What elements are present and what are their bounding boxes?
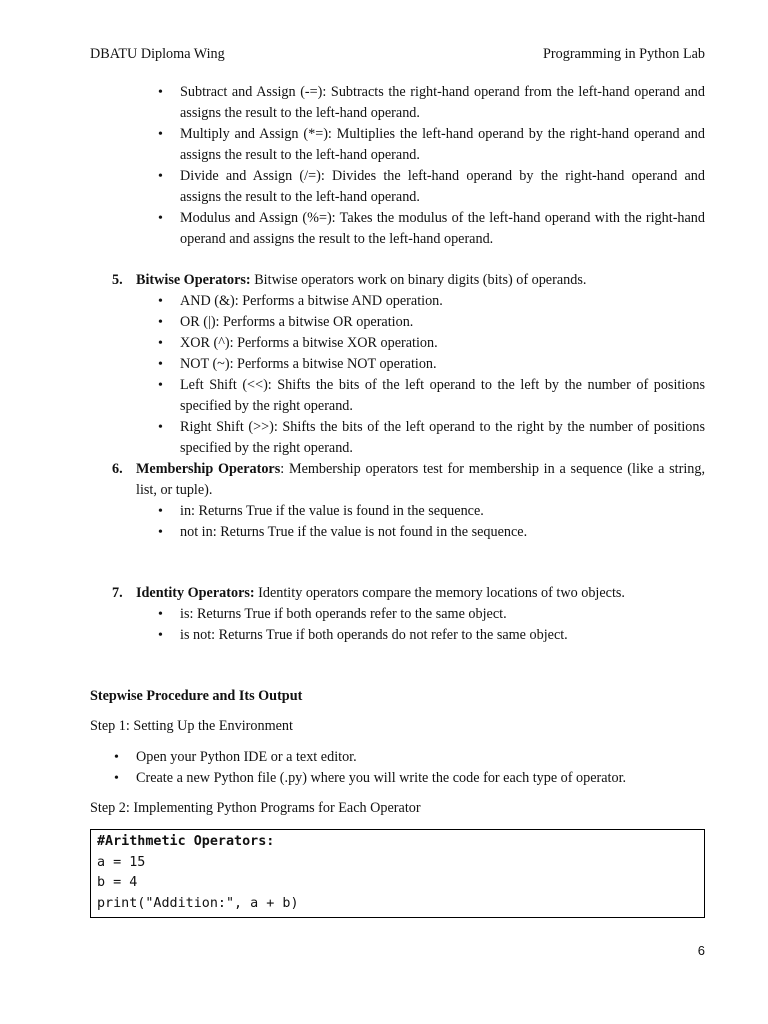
list-item: • Right Shift (>>): Shifts the bits of the left operand to the right by the number of positions specified by the right operand. — [180, 417, 705, 459]
section-title: Membership Operators — [136, 461, 281, 477]
section-membership — [90, 459, 705, 501]
bitwise-operator-list — [90, 291, 705, 459]
code-line: b = 4 — [97, 875, 138, 890]
list-item: • Subtract and Assign (-=): Subtracts the right-hand operand from the left-hand operand and assigns the result to the left-hand operand. — [180, 82, 705, 124]
page-content — [90, 82, 705, 918]
code-block — [90, 829, 705, 918]
list-item: • XOR (^): Performs a bitwise XOR operation. — [180, 333, 705, 354]
assign-operator-list — [90, 82, 705, 250]
section-number: 7. — [112, 585, 123, 601]
step1-list — [90, 747, 705, 789]
list-item: • Create a new Python file (.py) where you will write the code for each type of operator. — [136, 768, 705, 789]
section-text: : Membership operators test for membership in a sequence (like a string, list, or tuple). — [136, 461, 705, 498]
section-number: 5. — [112, 272, 123, 288]
list-item: • is: Returns True if both operands refer to the same object. — [180, 604, 705, 625]
section-text: Bitwise operators work on binary digits (bits) of operands. — [250, 272, 587, 288]
list-item: • OR (|): Performs a bitwise OR operation. — [180, 312, 705, 333]
page-header — [90, 46, 705, 66]
identity-operator-list — [90, 604, 705, 646]
list-item: • Multiply and Assign (*=): Multiplies the left-hand operand by the right-hand operand and assigns the result to the left-hand operand. — [180, 124, 705, 166]
procedure-heading: Stepwise Procedure and Its Output — [90, 688, 303, 704]
section-title: Identity Operators: — [136, 585, 255, 601]
list-item: • Left Shift (<<): Shifts the bits of the left operand to the left by the number of positions specified by the right operand. — [180, 375, 705, 417]
section-identity — [90, 583, 705, 604]
section-text: Identity operators compare the memory locations of two objects. — [254, 585, 625, 601]
section-bitwise — [90, 270, 705, 291]
code-line: a = 15 — [97, 854, 146, 870]
header-left: DBATU Diploma Wing — [90, 46, 225, 62]
list-item: • not in: Returns True if the value is not found in the sequence. — [180, 522, 705, 543]
code-line: print("Addition:", a + b) — [97, 895, 299, 911]
page-number: 6 — [697, 943, 705, 958]
list-item: • Open your Python IDE or a text editor. — [136, 747, 705, 768]
header-right: Programming in Python Lab — [543, 46, 705, 62]
membership-operator-list — [90, 501, 705, 543]
list-item: • Modulus and Assign (%=): Takes the modulus of the left-hand operand with the right-hand operand and assigns the result to the left-hand operand. — [180, 208, 705, 250]
list-item: • is not: Returns True if both operands do not refer to the same object. — [180, 625, 705, 646]
list-item: • Divide and Assign (/=): Divides the left-hand operand by the right-hand operand and assigns the result to the left-hand operand. — [180, 166, 705, 208]
code-line: #Arithmetic Operators: — [97, 834, 275, 849]
step1-label: Step 1: Setting Up the Environment — [90, 718, 293, 734]
list-item: • AND (&): Performs a bitwise AND operation. — [180, 291, 705, 312]
list-item: • in: Returns True if the value is found in the sequence. — [180, 501, 705, 522]
step2-label: Step 2: Implementing Python Programs for Each Operator — [90, 800, 421, 816]
section-title: Bitwise Operators: — [136, 272, 251, 288]
list-item: • NOT (~): Performs a bitwise NOT operation. — [180, 354, 705, 375]
section-number: 6. — [112, 461, 123, 477]
